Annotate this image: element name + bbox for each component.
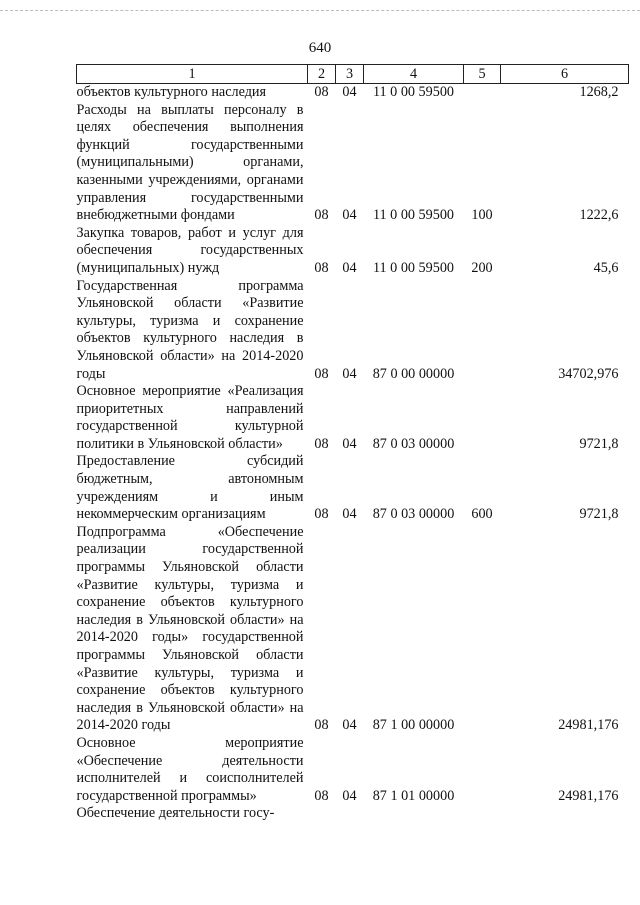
table-row [77,383,629,453]
subsection-code: 04 [342,506,357,523]
row-name: Обеспечение деятельности госу- [76,805,275,822]
expense-type [464,735,501,805]
subsection-code: 04 [342,717,357,734]
subsection-code: 04 [342,435,357,452]
target-article: 11 0 00 59500 [372,84,455,100]
row-name: Подпрограмма «Обеспечение реализации государственной программы Ульяновской области «Развитие культуры, туризма и сохранение объектов культурного наследия в Ульяновской области» на 2014-2020 годы» государственной программы Ульяновской области «Развитие культуры, туризма и сохранение объектов культурного наследия в Ульяновской области» на 2014-2020 годы [76,523,304,734]
subsection-code: 04 [342,84,357,100]
expense-type: 200 [471,259,493,276]
target-article: 11 0 00 59500 [372,259,455,276]
subsection-code: 04 [342,259,357,276]
amount: 1268,2 [579,84,619,100]
section-code [308,805,336,823]
table-body [77,84,629,823]
section-code: 08 [314,259,329,276]
target-article: 87 0 00 00000 [372,365,455,382]
row-name: Расходы на выплаты персоналу в целях обеспечения выполнения функций государственными (муниципальными) органами, казенными учреждениями, органами управления государственными внебюджетными фондами [76,101,304,224]
row-name: Основное мероприятие «Реализация приоритетных направлений государственной культурной политики в Ульяновской области» [76,383,304,452]
header-col-4: 4 [364,65,464,84]
expense-type: 600 [471,506,493,523]
expense-type [464,524,501,735]
amount: 45,6 [593,259,619,276]
target-article: 87 0 03 00000 [372,506,455,523]
header-col-5: 5 [464,65,501,84]
row-name: Государственная программа Ульяновской области «Развитие культуры, туризма и сохранение объектов культурного наследия в Ульяновской области» на 2014-2020 годы [76,277,304,382]
section-code: 08 [314,365,329,382]
amount: 24981,176 [558,717,619,734]
amount: 9721,8 [579,506,619,523]
expense-type [464,278,501,384]
amount [501,805,629,823]
header-col-1: 1 [77,65,308,84]
target-article: 87 1 01 00000 [372,787,455,804]
subsection-code [336,805,364,823]
table-row [77,225,629,278]
header-col-6: 6 [501,65,629,84]
scan-edge-line [0,10,640,11]
target-article: 11 0 00 59500 [372,207,455,224]
row-name: объектов культурного наследия [76,84,267,100]
page-number: 640 [308,40,332,56]
header-col-2: 2 [308,65,336,84]
amount: 1222,6 [579,207,619,224]
amount: 9721,8 [579,435,619,452]
section-code: 08 [314,787,329,804]
table-row [77,278,629,384]
section-code: 08 [314,435,329,452]
section-code: 08 [314,207,329,224]
row-name: Закупка товаров, работ и услуг для обеспечения государственных (муниципальных) нужд [76,224,304,276]
expense-type [464,383,501,453]
subsection-code: 04 [342,787,357,804]
table-row [77,84,629,102]
target-article: 87 0 03 00000 [372,435,455,452]
expense-type: 100 [471,207,493,224]
header-row [77,65,629,84]
budget-table [76,64,629,823]
table-row [77,735,629,805]
expense-type [464,84,501,102]
table-row [77,524,629,735]
target-article [364,805,464,823]
table-row [77,453,629,523]
table-row [77,805,629,823]
section-code: 08 [314,84,329,100]
amount: 34702,976 [558,365,619,382]
row-name: Основное мероприятие «Обеспечение деятельности исполнителей и соисполнителей государственной программы» [76,734,304,804]
section-code: 08 [314,506,329,523]
row-name: Предоставление субсидий бюджетным, автономным учреждениям и иным некоммерческим организациям [76,453,304,523]
table-row [77,102,629,225]
expense-type [464,805,501,823]
header-col-3: 3 [336,65,364,84]
amount: 24981,176 [558,787,619,804]
target-article: 87 1 00 00000 [372,717,455,734]
subsection-code: 04 [342,365,357,382]
section-code: 08 [314,717,329,734]
subsection-code: 04 [342,207,357,224]
